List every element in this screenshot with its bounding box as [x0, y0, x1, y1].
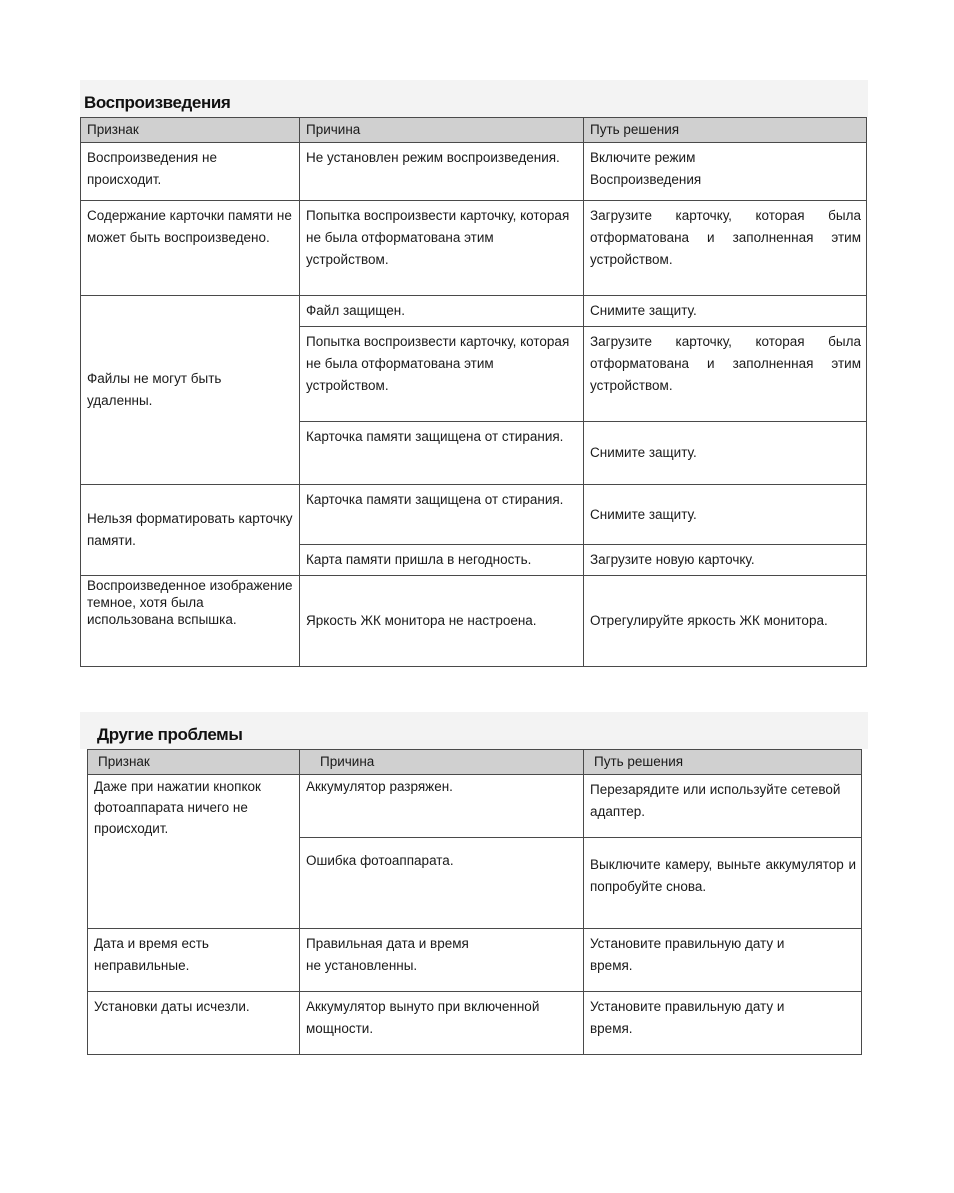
symptom-cell: Нельзя форматировать карточку памяти. — [81, 485, 300, 576]
solution-cell: Выключите камеру, выньте аккумулятор и попробуйте снова. — [584, 838, 862, 929]
table-row — [81, 143, 867, 201]
table-row — [81, 576, 867, 667]
solution-cell: Загрузите карточку, которая была отформатована и заполненная этим устройством. — [584, 327, 867, 422]
solution-cell: Отрегулируйте яркость ЖК монитора. — [584, 576, 867, 667]
symptom-cell: Даже при нажатии кнопкок фотоаппарата ничего не происходит. — [88, 775, 300, 929]
header-symptom: Признак — [88, 750, 300, 775]
cause-cell: Правильная дата и время не установленны. — [300, 929, 584, 992]
other-problems-section — [80, 712, 868, 1055]
solution-cell: Установите правильную дату и время. — [584, 929, 862, 992]
header-cause: Причина — [300, 118, 584, 143]
cause-cell: Аккумулятор вынуто при включенной мощности. — [300, 992, 584, 1055]
header-cause: Причина — [300, 750, 584, 775]
cause-cell: Попытка воспроизвести карточку, которая не была отформатована этим устройством. — [300, 327, 584, 422]
cause-cell: Карточка памяти защищена от стирания. — [300, 485, 584, 545]
playback-section — [80, 80, 868, 667]
header-solution: Путь решения — [584, 118, 867, 143]
solution-cell: Установите правильную дату и время. — [584, 992, 862, 1055]
symptom-cell: Содержание карточки памяти не может быть воспроизведено. — [81, 201, 300, 296]
table-row — [88, 992, 862, 1055]
table-row — [81, 201, 867, 296]
playback-table — [80, 117, 867, 667]
solution-cell: Загрузите новую карточку. — [584, 545, 867, 576]
section-title: Другие проблемы — [80, 712, 868, 749]
section-title: Воспроизведения — [80, 80, 868, 117]
table-row — [88, 775, 862, 838]
solution-cell: Включите режим Воспроизведения — [584, 143, 867, 201]
solution-cell: Загрузите карточку, которая была отформатована и заполненная этим устройством. — [584, 201, 867, 296]
symptom-cell: Дата и время есть неправильные. — [88, 929, 300, 992]
table-row — [81, 296, 867, 327]
table-header-row — [88, 750, 862, 775]
table-row — [88, 929, 862, 992]
other-problems-table — [87, 749, 862, 1055]
solution-cell: Снимите защиту. — [584, 422, 867, 485]
symptom-cell: Файлы не могут быть удаленны. — [81, 296, 300, 485]
cause-cell: Ошибка фотоаппарата. — [300, 838, 584, 929]
solution-cell: Перезарядите или используйте сетевой адаптер. — [584, 775, 862, 838]
cause-cell: Яркость ЖК монитора не настроена. — [300, 576, 584, 667]
header-symptom: Признак — [81, 118, 300, 143]
cause-cell: Файл защищен. — [300, 296, 584, 327]
cause-cell: Попытка воспроизвести карточку, которая не была отформатована этим устройством. — [300, 201, 584, 296]
solution-cell: Снимите защиту. — [584, 296, 867, 327]
cause-cell: Не установлен режим воспроизведения. — [300, 143, 584, 201]
cause-cell: Карта памяти пришла в негодность. — [300, 545, 584, 576]
symptom-cell: Воспроизведения не происходит. — [81, 143, 300, 201]
table-header-row — [81, 118, 867, 143]
symptom-cell: Установки даты исчезли. — [88, 992, 300, 1055]
symptom-cell: Воспроизведенное изображение темное, хотя была использована вспышка. — [81, 576, 300, 667]
cause-cell: Аккумулятор разряжен. — [300, 775, 584, 838]
cause-cell: Карточка памяти защищена от стирания. — [300, 422, 584, 485]
header-solution: Путь решения — [584, 750, 862, 775]
table-row — [81, 485, 867, 545]
solution-cell: Снимите защиту. — [584, 485, 867, 545]
